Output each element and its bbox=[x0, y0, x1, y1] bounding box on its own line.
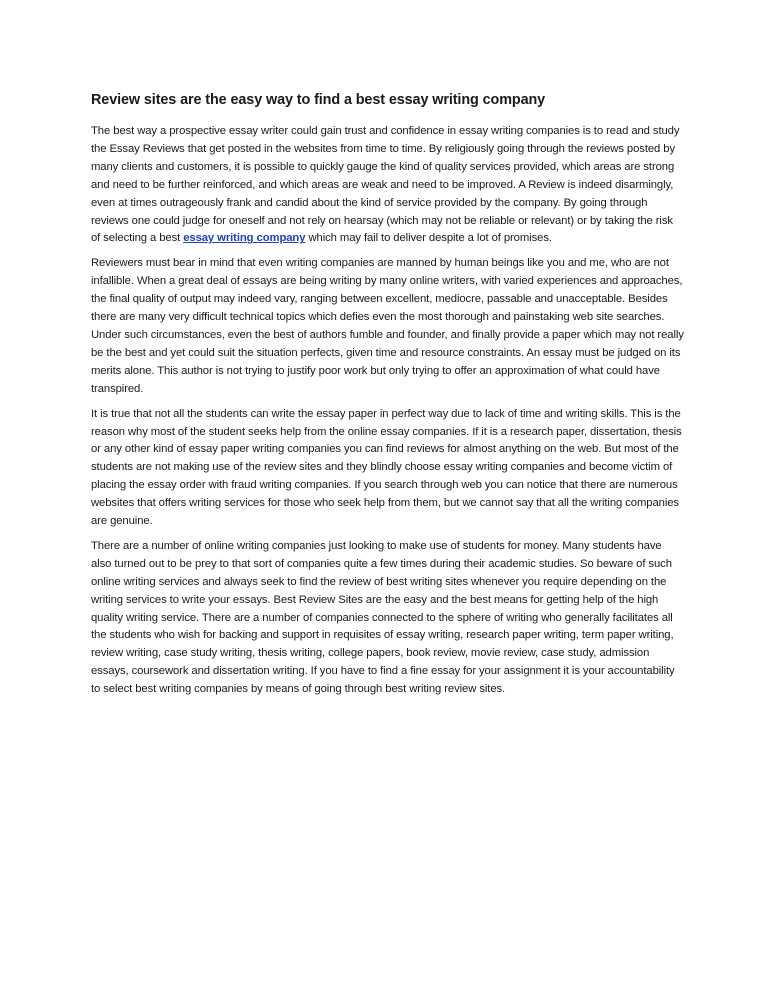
paragraph-1 bbox=[91, 123, 684, 248]
essay-writing-company-link[interactable]: essay writing company bbox=[183, 232, 306, 245]
paragraph-3: It is true that not all the students can write the essay paper in perfect way due to lack of time and writing skills. This is the reason why most of the student seeks help from the online essay companies. If it is a research paper, dissertation, thesis or any other kind of essay paper writing companies you can find reviews for almost anything on the web. But most of the students are not making use of the review sites and they blindly choose essay writing companies and become victim of placing the essay order with fraud writing companies. If you search through web you can notice that there are numerous websites that offers writing services for those who seek help from them, but we cannot say that all the writing companies are genuine. bbox=[91, 407, 682, 528]
paragraph-2: Reviewers must bear in mind that even writing companies are manned by human beings like you and me, who are not infallible. When a great deal of essays are being writing by many online writers, with varied experiences and approaches, the final quality of output may indeed vary, ranging between excellent, mediocre, passable and unacceptable. Besides there are many very difficult technical topics which defies even the most thorough and painstaking web site searches. Under such circumstances, even the best of authors fumble and founder, and finally provide a paper which may not really be the best and yet could suit the situation perfects, given time and resource constraints. An essay must be judged on its merits alone. This author is not trying to justify poor work but only trying to offer an approximation of what could have transpired. bbox=[91, 257, 684, 395]
document-title: Review sites are the easy way to find a best essay writing company bbox=[91, 92, 546, 108]
paragraph-1-text-before: The best way a prospective essay writer could gain trust and confidence in essay writing companies is to read and study the Essay Reviews that get posted in the websites from time to time. By religiously going through the reviews posted by many clients and customers, it is possible to quickly gauge the kind of quality services provided, which areas are strong and need to be further reinforced, and which areas are weak and need to be improved. A Review is indeed disarmingly, even at times outrageously frank and candid about the kind of service provided by the company. By going through reviews one could judge for oneself and not rely on hearsay (which may not be reliable or relevant) or by taking the risk of selecting a best bbox=[91, 125, 680, 245]
paragraph-1-text-after: which may fail to deliver despite a lot of promises. bbox=[305, 232, 552, 245]
paragraph-4: There are a number of online writing companies just looking to make use of students for money. Many students have also turned out to be prey to that sort of companies quite a few times during their academic studies. So beware of such online writing services and always seek to find the review of best writing sites whenever you require depending on the writing services to write your essays. Best Review Sites are the easy and the best means for getting help of the high quality writing service. There are a number of companies connected to the sphere of writing who generally facilitates all the students who wish for backing and support in requisites of essay writing, research paper writing, term paper writing, review writing, case study writing, thesis writing, college papers, book review, movie review, case study, admission essays, coursework and dissertation writing. If you have to find a fine essay for your assignment it is your accountability to select best writing companies by means of going through best writing review sites. bbox=[91, 539, 675, 696]
document-body bbox=[91, 90, 684, 706]
